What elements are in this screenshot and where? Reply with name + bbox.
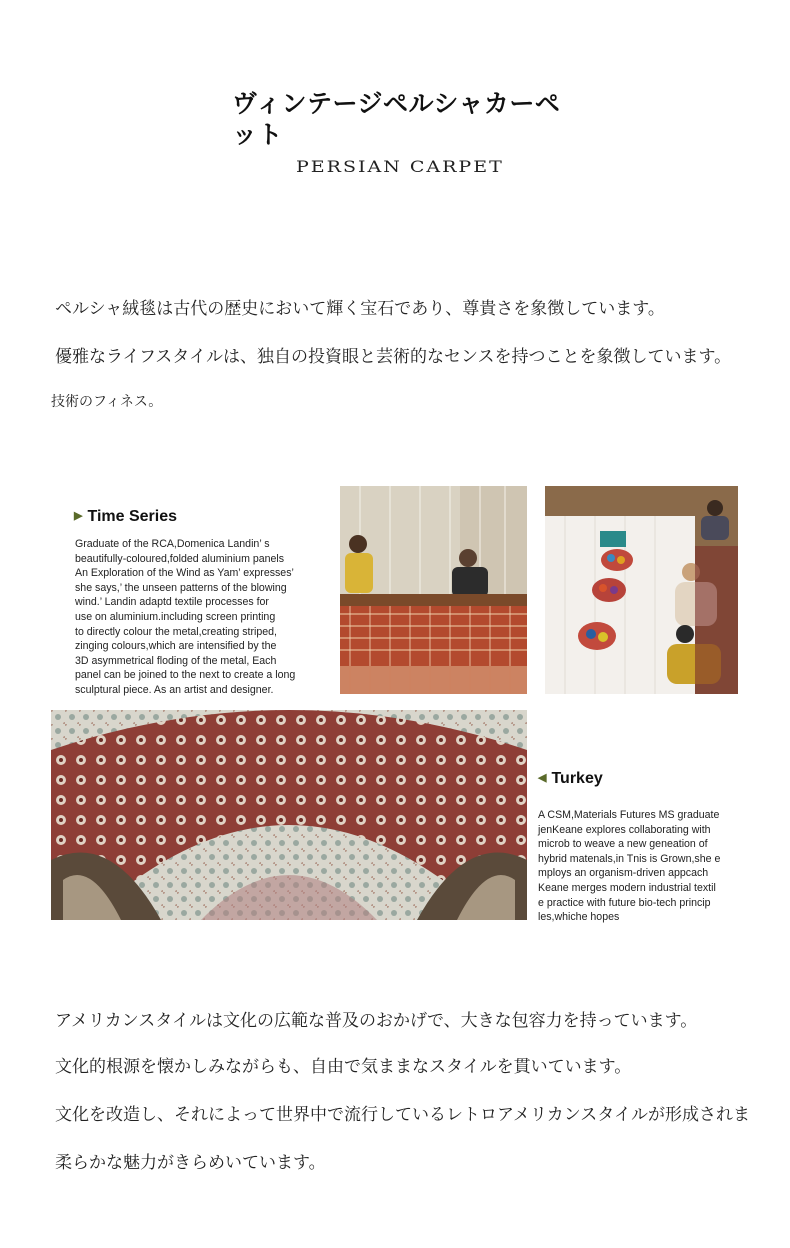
loom-photo <box>340 486 527 694</box>
intro-paragraph-2: 優雅なライフスタイルは、独自の投資眼と芸術的なセンスを持つことを象徴しています。 <box>55 347 732 367</box>
outro-paragraph-3: 文化を改造し、それによって世界中で流行しているレトロアメリカンスタイルが形成されま <box>55 1105 750 1125</box>
triangle-right-icon: ▶ <box>74 510 83 522</box>
time-series-line: use on aluminium.including screen printing <box>75 610 276 623</box>
turkey-line: e practice with future bio-tech princip <box>538 896 711 909</box>
time-series-heading <box>74 508 177 526</box>
turkey-line: microb to weave a new geneation of <box>538 838 708 851</box>
turkey-line: jenKeane explores collaborating with <box>538 823 711 836</box>
time-series-line: she says,’ the unseen patterns of the blowing <box>75 581 287 594</box>
time-series-line: sculptural piece. As an artist and designer. <box>75 683 274 696</box>
time-series-heading-label: Time Series <box>87 508 178 525</box>
time-series-line: to directly colour the metal,creating striped, <box>75 625 277 638</box>
triangle-left-icon: ◀ <box>538 772 547 784</box>
time-series-line: beautifully-coloured,folded aluminium panels <box>75 552 285 565</box>
turkey-line: mploys an organism-driven appcach <box>538 867 709 880</box>
intro-paragraph-1: ペルシャ絨毯は古代の歴史において輝く宝石であり、尊貴さを象徴しています。 <box>55 299 665 319</box>
weavers-photo <box>545 486 738 694</box>
time-series-line: An Exploration of the Wind as Yam’ expresses’ <box>75 567 294 580</box>
turkey-line: hybrid matenals,in Tnis is Grown,she e <box>538 852 721 865</box>
turkey-line: A CSM,Materials Futures MS graduate <box>538 809 720 821</box>
time-series-line: panel can be joined to the next to create a long <box>75 669 296 682</box>
outro-paragraph-2: 文化的根源を懐かしみながらも、自由で気ままなスタイルを貫いています。 <box>55 1057 632 1077</box>
time-series-line: wind.’ Landin adaptd textile processes for <box>75 596 269 609</box>
turkey-body <box>538 808 720 925</box>
mosque-dome-photo <box>51 710 527 920</box>
time-series-body <box>75 537 295 698</box>
time-series-line: 3D asymmetrical floding of the metal, Each <box>75 654 277 667</box>
outro-paragraph-1: アメリカンスタイルは文化の広範な普及のおかげで、大きな包容力を持っています。 <box>55 1011 698 1031</box>
time-series-line: Graduate of the RCA,Domenica Landin’ s <box>75 538 270 550</box>
page-subtitle: PERSIAN CARPET <box>296 157 504 177</box>
turkey-heading <box>538 770 603 788</box>
outro-paragraph-4: 柔らかな魅力がきらめいています。 <box>55 1153 326 1173</box>
page-title: ヴィンテージペルシャカーペット <box>232 89 561 149</box>
turkey-line: Keane merges modern industrial textil <box>538 881 716 894</box>
intro-paragraph-3: 技術のフィネス。 <box>51 394 163 410</box>
turkey-heading-label: Turkey <box>551 770 603 787</box>
time-series-line: zinging colours,which are intensified by the <box>75 640 277 653</box>
turkey-line: les,whiche hopes <box>538 911 620 924</box>
